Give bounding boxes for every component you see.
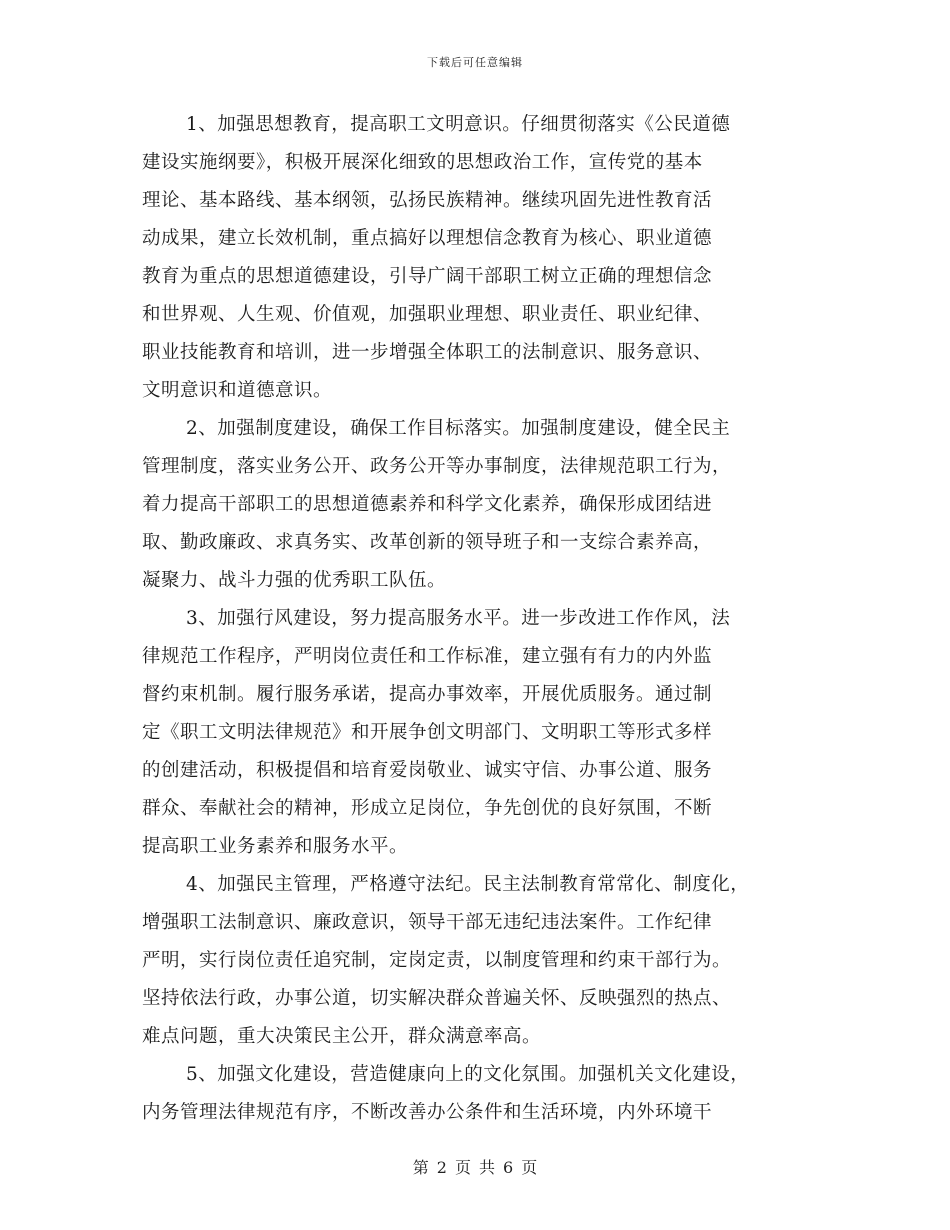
paragraph-2-line-5: 凝聚力、战斗力强的优秀职工队伍。 [142, 570, 447, 591]
paragraph-1-line-5: 教育为重点的思想道德建设，引导广阔干部职工树立正确的理想信念 [142, 266, 713, 287]
paragraph-4-line-3: 严明，实行岗位责任追究制，定岗定责，以制度管理和约束干部行为。 [142, 950, 732, 971]
document-body [142, 106, 808, 1132]
paragraph-1-line-4: 动成果，建立长效机制，重点搞好以理想信念教育为核心、职业道德 [142, 228, 713, 249]
paragraph-4-line-1: 4、加强民主管理，严格遵守法纪。民主法制教育常常化、制度化， [186, 874, 750, 895]
footer-suffix: 页 [521, 1158, 538, 1177]
paragraph-3-line-7: 提高职工业务素养和服务水平。 [142, 836, 409, 857]
paragraph-1-line-3: 理论、基本路线、基本纲领，弘扬民族精神。继续巩固先进性教育活 [142, 190, 713, 211]
paragraph-1-line-8: 文明意识和道德意识。 [142, 380, 333, 401]
page-footer [0, 1155, 950, 1178]
paragraph-1-line-6: 和世界观、人生观、价值观，加强职业理想、职业责任、职业纪律、 [142, 304, 713, 325]
paragraph-3-line-6: 群众、奉献社会的精神，形成立足岗位，争先创优的良好氛围，不断 [142, 798, 713, 819]
footer-middle: 页 [454, 1158, 471, 1177]
paragraph-3-line-2: 律规范工作程序，严明岗位责任和工作标准，建立强有有力的内外监 [142, 646, 713, 667]
paragraph-2-line-3: 着力提高干部职工的思想道德素养和科学文化素养，确保形成团结进 [142, 494, 713, 515]
paragraph-2-line-4: 取、勤政廉政、求真务实、改革创新的领导班子和一支综合素养高， [142, 532, 713, 553]
paragraph-4-line-2: 增强职工法制意识、廉政意识，领导干部无违纪违法案件。工作纪律 [142, 912, 713, 933]
paragraph-1-line-1: 1、加强思想教育，提高职工文明意识。仔细贯彻落实《公民道德 [186, 114, 731, 135]
paragraph-1-line-2: 建设实施纲要》，积极开展深化细致的思想政治工作，宣传党的基本 [142, 152, 703, 173]
footer-total-prefix: 共 [479, 1158, 496, 1177]
footer-prefix: 第 [412, 1158, 429, 1177]
footer-total-pages: 6 [503, 1158, 514, 1177]
page-header: 下载后可任意编辑 [427, 56, 523, 69]
paragraph-3-line-4: 定《职工文明法律规范》和开展争创文明部门、文明职工等形式多样 [142, 722, 713, 743]
paragraph-2-line-1: 2、加强制度建设，确保工作目标落实。加强制度建设，健全民主 [186, 418, 731, 439]
paragraph-3-line-3: 督约束机制。履行服务承诺，提高办事效率，开展优质服务。通过制 [142, 684, 713, 705]
paragraph-5-line-1: 5、加强文化建设，营造健康向上的文化氛围。加强机关文化建设， [186, 1064, 750, 1085]
footer-page-number: 2 [436, 1158, 447, 1177]
paragraph-4-line-4: 坚持依法行政，办事公道，切实解决群众普遍关怀、反映强烈的热点、 [142, 988, 732, 1009]
paragraph-5-line-2: 内务管理法律规范有序，不断改善办公条件和生活环境，内外环境干 [142, 1102, 713, 1123]
paragraph-2-line-2: 管理制度，落实业务公开、政务公开等办事制度，法律规范职工行为， [142, 456, 732, 477]
paragraph-3-line-5: 的创建活动，积极提倡和培育爱岗敬业、诚实守信、办事公道、服务 [142, 760, 713, 781]
paragraph-4-line-5: 难点问题，重大决策民主公开，群众满意率高。 [142, 1026, 542, 1047]
paragraph-3-line-1: 3、加强行风建设，努力提高服务水平。进一步改进工作作风，法 [186, 608, 731, 629]
paragraph-1-line-7: 职业技能教育和培训，进一步增强全体职工的法制意识、服务意识、 [142, 342, 713, 363]
